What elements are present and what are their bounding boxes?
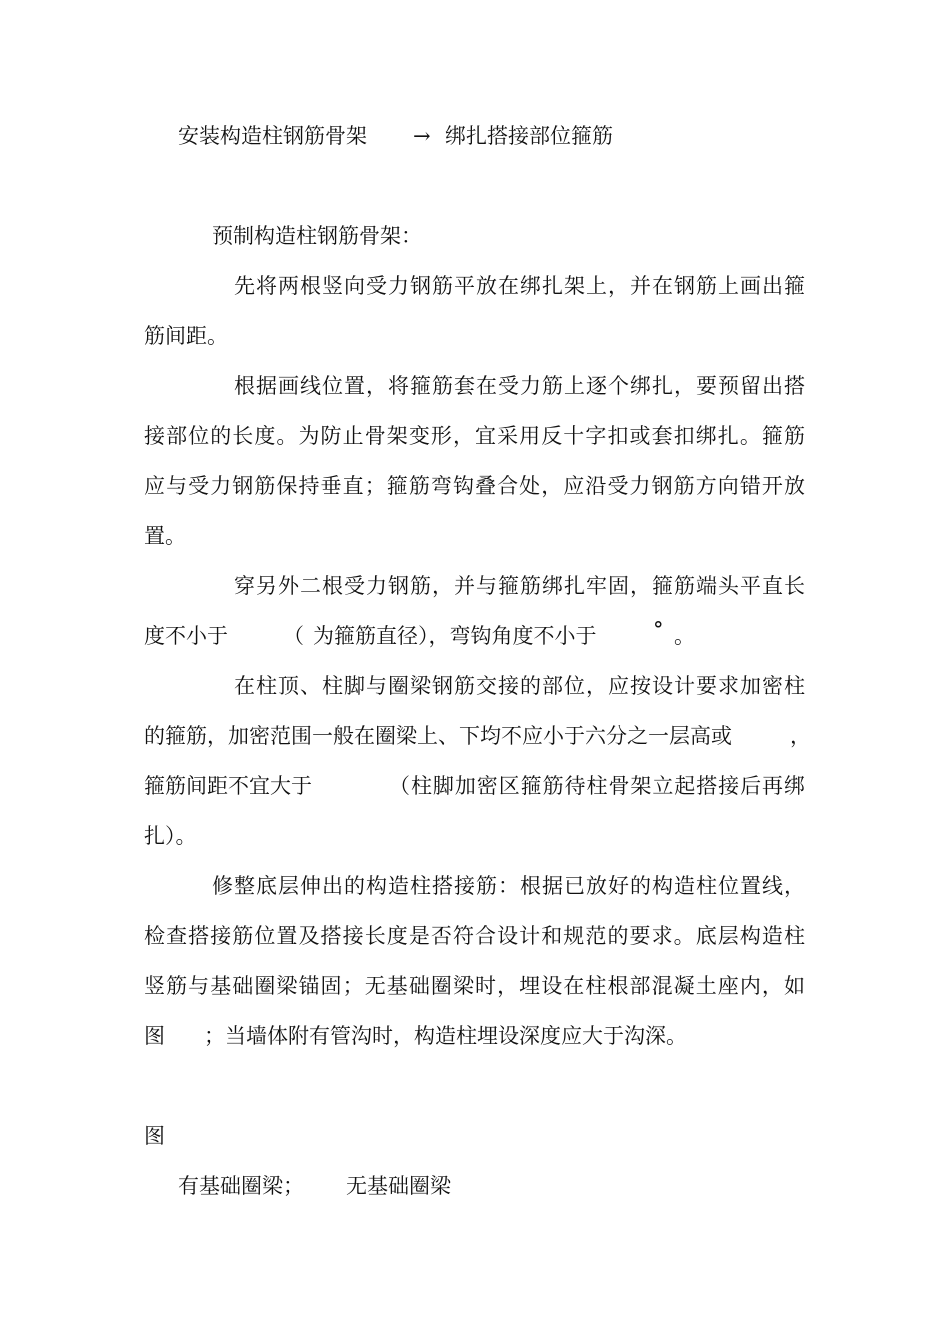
paragraph-line-fragment: 的箍筋，加密范围一般在圈梁上、下均不应小于六分之一层高或: [144, 724, 732, 748]
paragraph-line-fragment: ；当墙体附有管沟时，构造柱埋设深度应大于沟深。: [204, 1024, 687, 1048]
paragraph-line: 竖筋与基础圈梁锚固；无基础圈梁时，埋设在柱根部混凝土座内，如: [144, 974, 805, 998]
flow-left-text: 安装构造柱钢筋骨架: [178, 124, 367, 148]
paragraph-line: 应与受力钢筋保持垂直；箍筋弯钩叠合处，应沿受力钢筋方向错开放: [144, 474, 805, 498]
section-heading: 预制构造柱钢筋骨架：: [212, 224, 422, 248]
paragraph-line-fragment: ，: [790, 724, 811, 748]
paragraph-line: 穿另外二根受力钢筋，并与箍筋绑扎牢固，箍筋端头平直长: [234, 574, 805, 598]
paragraph-line-fragment: （柱脚加密区箍筋待柱骨架立起搭接后再绑: [389, 774, 805, 798]
degree-symbol: °: [653, 618, 664, 642]
paragraph-line-fragment: （: [283, 624, 304, 648]
flow-right-text: 绑扎搭接部位箍筋: [445, 124, 613, 148]
figure-label: 图: [144, 1124, 165, 1148]
paragraph-line: 置。: [144, 524, 186, 548]
figure-caption-b: 无基础圈梁: [346, 1174, 451, 1198]
paragraph-line: 在柱顶、柱脚与圈梁钢筋交接的部位，应按设计要求加密柱: [234, 674, 805, 698]
figure-caption-a: 有基础圈梁；: [178, 1174, 304, 1198]
paragraph-line-fragment: 。: [674, 624, 695, 648]
paragraph-line: 修整底层伸出的构造柱搭接筋：根据已放好的构造柱位置线，: [212, 874, 805, 898]
paragraph-line: 检查搭接筋位置及搭接长度是否符合设计和规范的要求。底层构造柱: [144, 924, 805, 948]
paragraph-line: 接部位的长度。为防止骨架变形，宜采用反十字扣或套扣绑扎。箍筋: [144, 424, 805, 448]
flow-arrow: →: [413, 124, 431, 148]
paragraph-line-fragment: 度不小于: [144, 624, 228, 648]
paragraph-line-fragment: 箍筋间距不宜大于: [144, 774, 312, 798]
paragraph-line: 筋间距。: [144, 324, 228, 348]
paragraph-line-fragment: 为箍筋直径），弯钩角度不小于: [313, 624, 597, 648]
paragraph-line: 先将两根竖向受力钢筋平放在绑扎架上，并在钢筋上画出箍: [234, 274, 805, 298]
paragraph-line-fragment: 图: [144, 1024, 165, 1048]
paragraph-line: 根据画线位置，将箍筋套在受力筋上逐个绑扎，要预留出搭: [234, 374, 805, 398]
paragraph-line: 扎）。: [144, 824, 197, 848]
